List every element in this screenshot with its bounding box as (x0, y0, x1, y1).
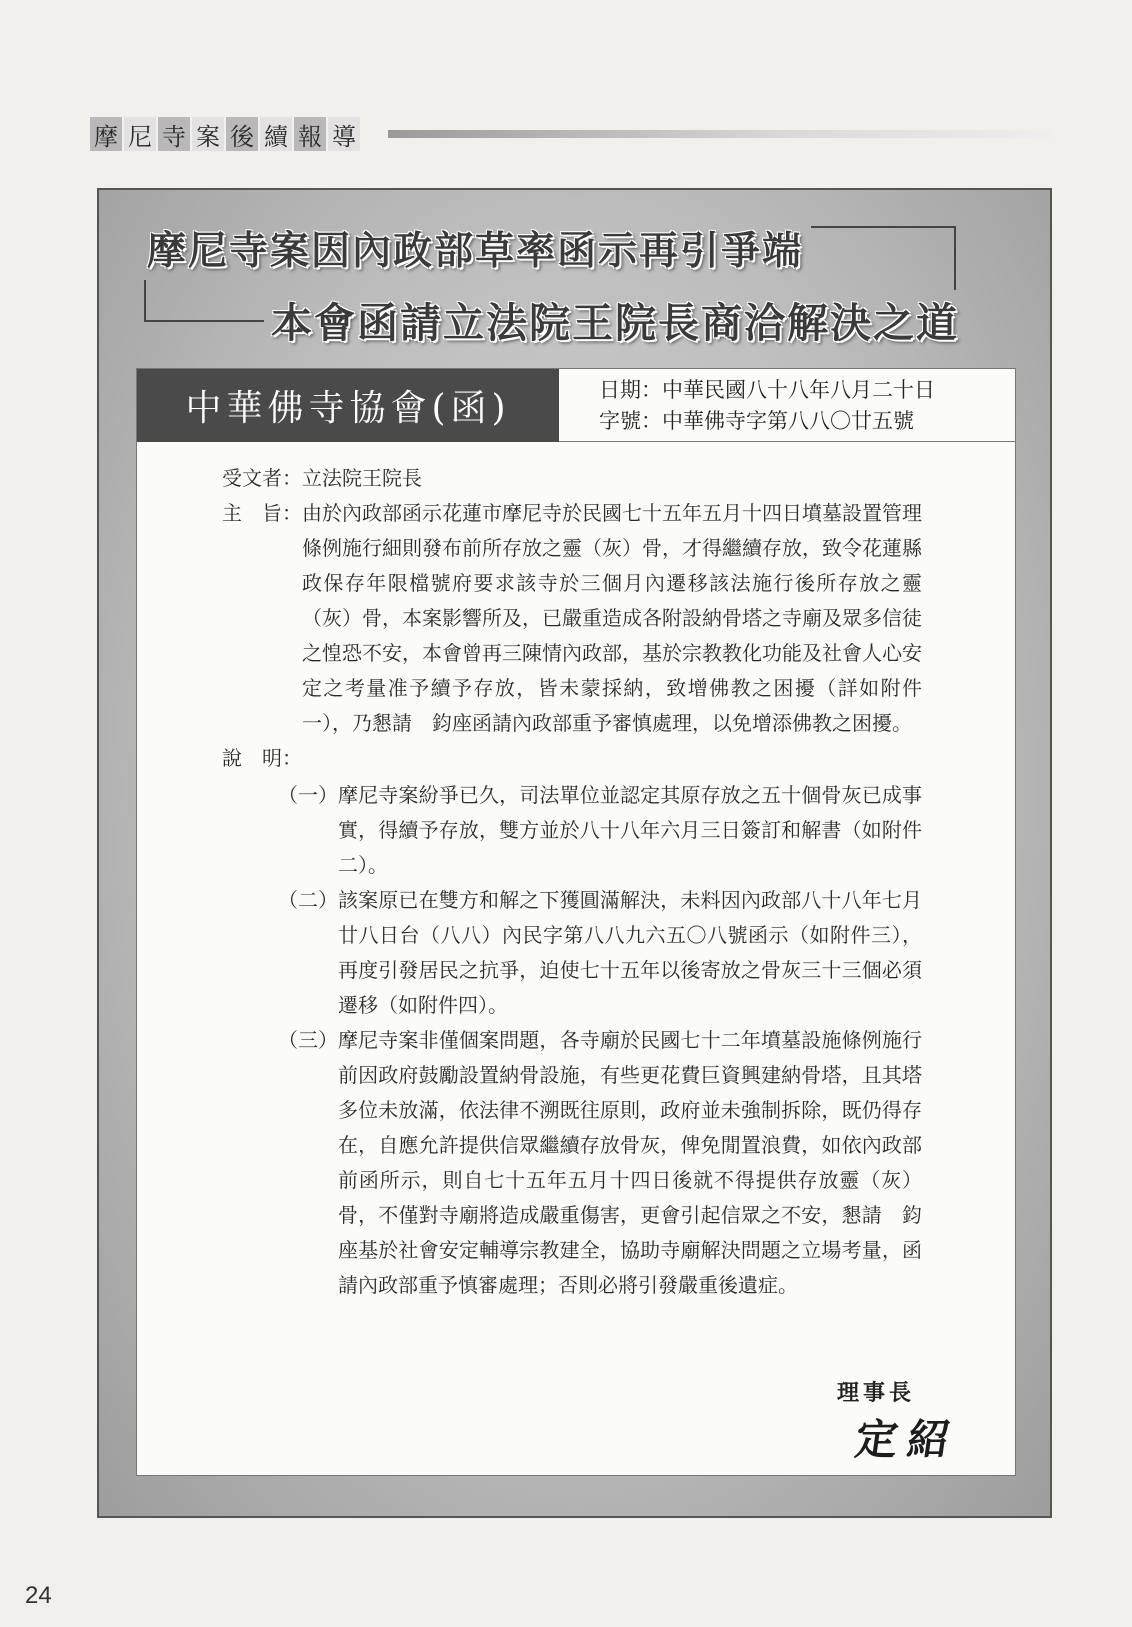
headline-line-2: 本會函請立法院王院長商洽解決之道 (271, 299, 959, 347)
headline-decoration (954, 226, 956, 290)
letter-doc-number: 字號：中華佛寺字第八八〇廿五號 (599, 409, 914, 433)
item-text: 摩尼寺案非僅個案問題，各寺廟於民國七十二年墳墓設施條例施行前因政府鼓勵設置納骨設施，有些更花費巨資興建納骨塔，且其塔多位未放滿，依法律不溯既往原則，政府並未強制拆除，既仍得存在，自應允許提供信眾繼續存放骨灰，俾免閒置浪費，如依內政部前函所示，則自七十五年五月十四日後就不得提供存放靈（灰）骨，不僅對寺廟將造成嚴重傷害，更會引起信眾之不安，懇請 鈞座基於社會安定輔導宗教建全，協助寺廟解決問題之立場考量，函請內政部重予慎審處理；否則必將引發嚴重後遺症。 (338, 1028, 922, 1297)
recipient: 立法院王院長 (302, 466, 422, 490)
signer-signature: 定紹 (852, 1415, 964, 1464)
item-text: 摩尼寺案紛爭已久，司法單位並認定其原存放之五十個骨灰已成事實，得續予存放，雙方並於八十八年六月三日簽訂和解書（如附件二）。 (338, 783, 922, 877)
letter-body (222, 461, 922, 1303)
subject-text: 由於內政部函示花蓮市摩尼寺於民國七十五年五月十四日墳墓設置管理條例施行細則發布前所存放之靈（灰）骨，才得繼續存放，致令花蓮縣政保存年限檔號府要求該寺於三個月內遷移該法施行後所存放之靈（灰）骨，本案影響所及，已嚴重造成各附設納骨塔之寺廟及眾多信徒之惶恐不安，本會曾再三陳情內政部，基於宗教教化功能及社會人心安定之考量准予續予存放，皆未蒙採納，致增佛教之困擾（詳如附件一），乃懇請 鈞座函請內政部重予審慎處理，以免增添佛教之困擾。 (302, 501, 922, 735)
item-number: （一） (278, 783, 338, 807)
letter-card (136, 368, 1016, 1476)
series-title-char: 報 (294, 117, 326, 151)
series-title-char: 寺 (158, 117, 190, 151)
series-title-char: 導 (328, 117, 360, 151)
headline-line-1: 摩尼寺案因內政部草率函示再引爭端 (147, 229, 804, 274)
explanation-label: 說 明： (222, 746, 302, 770)
item-text: 該案原已在雙方和解之下獲圓滿解決，未料因內政部八十八年七月廿八日台（八八）內民字第八八九六五〇八號函示（如附件三），再度引發居民之抗爭，迫使七十五年以後寄放之骨灰三十三個必須遷移（如附件四）。 (338, 888, 922, 1017)
signer-title: 理事長 (836, 1380, 915, 1406)
page-number: 24 (25, 1582, 52, 1609)
recipient-label: 受文者： (222, 466, 302, 490)
series-title-char: 尼 (124, 117, 156, 151)
series-divider (388, 130, 1052, 138)
explanation-list (278, 778, 922, 1303)
list-item (278, 883, 922, 1023)
letter-date: 日期：中華民國八十八年八月二十日 (599, 378, 935, 402)
subject-label: 主 旨： (222, 501, 302, 525)
subject-row (222, 496, 922, 741)
list-item (278, 1023, 922, 1303)
explanation-row (222, 741, 922, 776)
series-title (90, 117, 362, 151)
list-item (278, 778, 922, 883)
item-number: （三） (278, 1028, 338, 1052)
series-title-char: 案 (192, 117, 224, 151)
recipient-row (222, 461, 922, 496)
headline-decoration (144, 280, 146, 322)
sender-banner: 中華佛寺協會(函) (137, 369, 559, 442)
series-title-char: 續 (260, 117, 292, 151)
series-title-char: 摩 (90, 117, 122, 151)
item-number: （二） (278, 888, 338, 912)
series-title-char: 後 (226, 117, 258, 151)
headline-decoration (811, 226, 956, 228)
headline-decoration (144, 320, 264, 322)
letter-meta (559, 369, 1015, 442)
article-panel (97, 188, 1052, 1518)
